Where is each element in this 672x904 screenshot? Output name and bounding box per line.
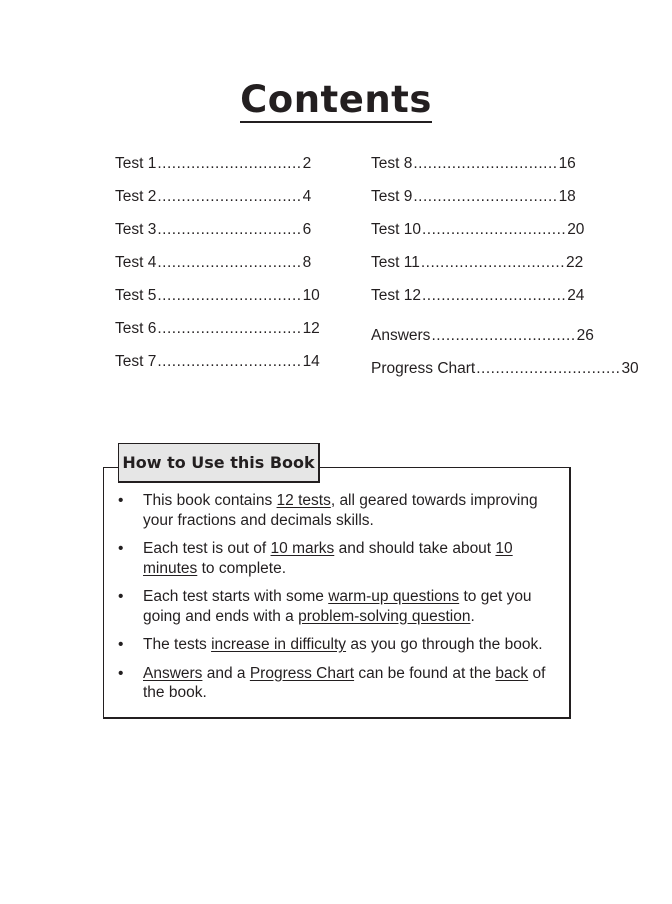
- item-text: to complete.: [197, 559, 287, 577]
- toc-entry-label: Answers: [371, 327, 431, 344]
- emphasis-text: increase in difficulty: [211, 636, 347, 653]
- how-to-item: [118, 539, 558, 578]
- bullet-icon: •: [118, 636, 124, 653]
- toc-right-column: [371, 154, 639, 392]
- emphasis-text: 10 minutes: [143, 540, 513, 577]
- how-to-item: [118, 491, 558, 530]
- item-text: as you go through the book.: [346, 636, 543, 653]
- toc-entry-label: Test 5: [115, 287, 157, 304]
- toc-entry-label: Test 8: [371, 155, 413, 172]
- toc-entry-page: 10: [302, 287, 320, 304]
- toc-entry[interactable]: [115, 319, 320, 352]
- toc-entry-page: 2: [302, 155, 312, 172]
- bullet-icon: •: [118, 492, 124, 509]
- item-text: .: [470, 607, 475, 625]
- toc-entry-label: Test 2: [115, 188, 157, 205]
- toc-dot-leader: ..............................: [413, 188, 558, 205]
- toc-entry-label: Test 9: [371, 188, 413, 205]
- toc-entry-page: 26: [576, 327, 594, 344]
- toc-dot-leader: ..............................: [413, 155, 558, 172]
- toc-entry[interactable]: [371, 359, 639, 392]
- toc-entry-label: Progress Chart: [371, 360, 476, 377]
- toc-dot-leader: ..............................: [421, 221, 567, 238]
- toc-entry-page: 22: [566, 254, 584, 271]
- item-text: of the book.: [143, 664, 546, 701]
- item-text: Each test is out of: [143, 540, 271, 557]
- toc-entry[interactable]: [115, 352, 320, 385]
- toc-entry-page: 8: [302, 254, 312, 271]
- page-title-text: Contents: [240, 78, 432, 121]
- toc-entry-label: Test 6: [115, 320, 157, 337]
- toc-entry-page: 4: [302, 188, 312, 205]
- toc-entry-label: Test 7: [115, 353, 157, 370]
- toc-dot-leader: ..............................: [157, 155, 302, 172]
- emphasis-text: back: [495, 664, 529, 682]
- toc-entry-page: 6: [302, 221, 312, 238]
- toc-entry[interactable]: [115, 187, 312, 220]
- emphasis-text: 12 tests: [276, 492, 331, 509]
- emphasis-text: Answers: [143, 664, 203, 682]
- toc-dot-leader: ..............................: [157, 188, 302, 205]
- emphasis-text: problem-solving question: [298, 607, 471, 625]
- toc-entry[interactable]: [115, 286, 320, 319]
- toc-entry-label: Test 12: [371, 287, 421, 304]
- toc-dot-leader: ..............................: [420, 254, 566, 271]
- toc-entry[interactable]: [115, 220, 312, 253]
- toc-entry[interactable]: [371, 326, 594, 359]
- item-text: to get you going and ends with a: [143, 588, 532, 625]
- toc-entry[interactable]: [371, 253, 584, 286]
- toc-entry-page: 18: [558, 188, 576, 205]
- how-to-item: [118, 587, 558, 626]
- bullet-icon: •: [118, 588, 124, 605]
- how-to-list: [118, 491, 558, 712]
- toc-dot-leader: ..............................: [157, 353, 302, 370]
- how-to-item: [118, 635, 558, 655]
- toc-entry-page: 14: [302, 353, 320, 370]
- emphasis-text: 10 marks: [270, 540, 335, 557]
- toc-entry-page: 16: [558, 155, 576, 172]
- toc-entry-label: Test 10: [371, 221, 421, 238]
- item-text: The tests: [143, 636, 212, 653]
- item-text: Each test starts with some: [143, 588, 329, 605]
- toc-dot-leader: ..............................: [431, 327, 576, 344]
- toc-dot-leader: ..............................: [476, 360, 621, 377]
- toc-dot-leader: ..............................: [157, 320, 302, 337]
- emphasis-text: warm-up questions: [328, 588, 460, 605]
- toc-entry-page: 24: [567, 287, 585, 304]
- item-text: and a: [202, 664, 250, 682]
- item-text: can be found at the: [354, 664, 496, 682]
- toc-dot-leader: ..............................: [157, 287, 302, 304]
- toc-entry[interactable]: [371, 220, 585, 253]
- page-title: [0, 78, 672, 121]
- toc-dot-leader: ..............................: [157, 221, 302, 238]
- how-to-item: [118, 664, 558, 703]
- emphasis-text: Progress Chart: [249, 664, 355, 682]
- item-text: , all geared towards improving your fractions and decimals skills.: [143, 492, 538, 529]
- toc-entry-label: Test 11: [371, 254, 420, 271]
- toc-entry[interactable]: [371, 154, 576, 187]
- bullet-icon: •: [118, 664, 124, 682]
- bullet-icon: •: [118, 540, 124, 557]
- how-to-heading: How to Use this Book: [118, 443, 320, 483]
- item-text: This book contains: [143, 492, 277, 509]
- toc-entry[interactable]: [371, 286, 585, 319]
- toc-entry-page: 20: [567, 221, 585, 238]
- toc-left-column: [115, 154, 320, 385]
- toc-dot-leader: ..............................: [421, 287, 567, 304]
- toc-entry[interactable]: [115, 253, 312, 286]
- item-text: and should take about: [334, 540, 496, 557]
- toc-dot-leader: ..............................: [157, 254, 302, 271]
- toc-entry-label: Test 4: [115, 254, 157, 271]
- toc-entry-label: Test 3: [115, 221, 157, 238]
- toc-entry-page: 30: [621, 360, 639, 377]
- toc-entry-label: Test 1: [115, 155, 157, 172]
- toc-entry[interactable]: [371, 187, 576, 220]
- toc-entry-page: 12: [302, 320, 320, 337]
- toc-entry[interactable]: [115, 154, 312, 187]
